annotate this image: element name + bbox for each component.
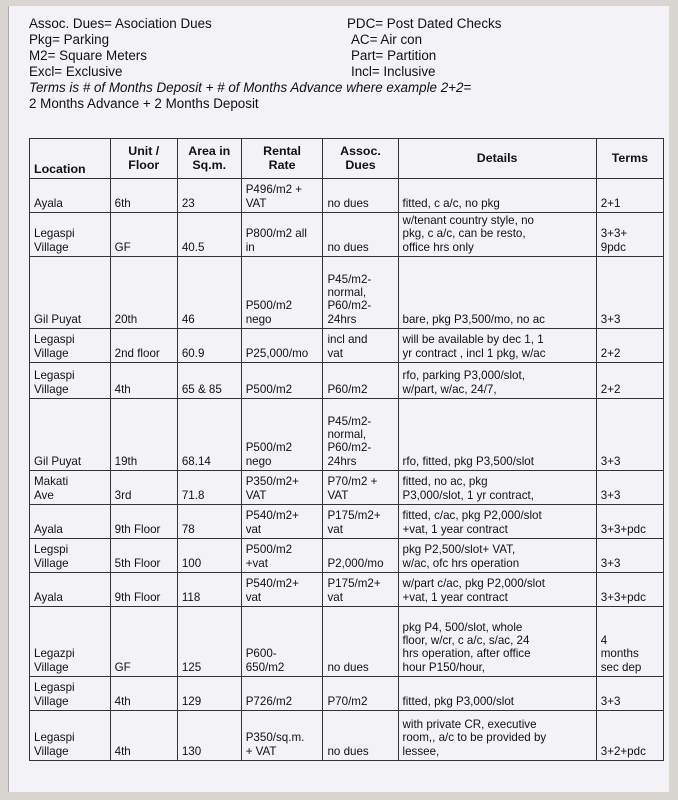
table-row — [30, 505, 664, 539]
cell-rate: P500/m2 nego — [241, 257, 323, 329]
cell-location: Gil Puyat — [30, 399, 111, 471]
cell-unit: 2nd floor — [110, 329, 177, 363]
cell-area: 71.8 — [177, 471, 241, 505]
cell-unit: 5th Floor — [110, 539, 177, 573]
table-row — [30, 539, 664, 573]
cell-location: Legaspi Village — [30, 711, 111, 761]
cell-dues: no dues — [323, 213, 398, 257]
terms-note: Terms is # of Months Deposit + # of Months Advance where example 2+2= — [29, 80, 472, 95]
table-row — [30, 711, 664, 761]
cell-area: 40.5 — [177, 213, 241, 257]
cell-details: w/part c/ac, pkg P2,000/slot +vat, 1 year contract — [398, 573, 596, 607]
cell-rate: P350/sq.m. + VAT — [241, 711, 323, 761]
legend — [29, 16, 669, 112]
cell-terms: 3+3 — [596, 399, 663, 471]
table-row — [30, 607, 664, 677]
cell-unit: 6th — [110, 179, 177, 213]
cell-location: Legaspi Village — [30, 329, 111, 363]
table-row — [30, 257, 664, 329]
cell-terms: 2+2 — [596, 363, 663, 399]
cell-details: fitted, c/ac, pkg P2,000/slot +vat, 1 year contract — [398, 505, 596, 539]
header-location: Location — [30, 139, 111, 179]
table-row — [30, 399, 664, 471]
cell-location: Legazpi Village — [30, 607, 111, 677]
cell-dues: P2,000/mo — [323, 539, 398, 573]
cell-unit: 4th — [110, 711, 177, 761]
cell-rate: P600- 650/m2 — [241, 607, 323, 677]
legend-right-2: AC= Air con — [351, 32, 423, 47]
cell-unit: 3rd — [110, 471, 177, 505]
legend-left-3: M2= Square Meters — [29, 48, 147, 63]
cell-unit: 19th — [110, 399, 177, 471]
cell-dues: P45/m2- normal, P60/m2- 24hrs — [323, 399, 398, 471]
header-unit: Unit / Floor — [110, 139, 177, 179]
cell-area: 129 — [177, 677, 241, 711]
table-row — [30, 363, 664, 399]
cell-location: Legspi Village — [30, 539, 111, 573]
cell-rate: P726/m2 — [241, 677, 323, 711]
header-terms: Terms — [596, 139, 663, 179]
cell-details: fitted, pkg P3,000/slot — [398, 677, 596, 711]
cell-terms: 3+3+pdc — [596, 573, 663, 607]
cell-area: 68.14 — [177, 399, 241, 471]
cell-rate: P496/m2 + VAT — [241, 179, 323, 213]
cell-unit: 4th — [110, 363, 177, 399]
table-row — [30, 677, 664, 711]
cell-area: 100 — [177, 539, 241, 573]
cell-dues: P70/m2 — [323, 677, 398, 711]
cell-location: Gil Puyat — [30, 257, 111, 329]
cell-location: Ayala — [30, 505, 111, 539]
header-area: Area in Sq.m. — [177, 139, 241, 179]
cell-details: will be available by dec 1, 1 yr contract , incl 1 pkg, w/ac — [398, 329, 596, 363]
cell-area: 46 — [177, 257, 241, 329]
header-rate: Rental Rate — [241, 139, 323, 179]
legend-right-4: Incl= Inclusive — [351, 64, 436, 79]
listings-table — [29, 138, 664, 761]
table-header-row — [30, 139, 664, 179]
cell-unit: GF — [110, 213, 177, 257]
cell-details: rfo, fitted, pkg P3,500/slot — [398, 399, 596, 471]
cell-rate: P800/m2 all in — [241, 213, 323, 257]
cell-rate: P500/m2 — [241, 363, 323, 399]
cell-details: fitted, c a/c, no pkg — [398, 179, 596, 213]
cell-terms: 2+2 — [596, 329, 663, 363]
cell-location: Legaspi Village — [30, 363, 111, 399]
header-details: Details — [398, 139, 596, 179]
cell-dues: P60/m2 — [323, 363, 398, 399]
legend-right-3: Part= Partition — [351, 48, 437, 63]
cell-details: with private CR, executive room,, a/c to be provided by lessee, — [398, 711, 596, 761]
cell-terms: 3+3 — [596, 539, 663, 573]
cell-dues: no dues — [323, 179, 398, 213]
table-row — [30, 213, 664, 257]
cell-rate: P500/m2 nego — [241, 399, 323, 471]
legend-left-4: Excl= Exclusive — [29, 64, 123, 79]
cell-location: Makati Ave — [30, 471, 111, 505]
cell-terms: 3+3 — [596, 471, 663, 505]
cell-location: Legaspi Village — [30, 213, 111, 257]
cell-rate: P540/m2+ vat — [241, 505, 323, 539]
cell-area: 125 — [177, 607, 241, 677]
table-row — [30, 573, 664, 607]
table-row — [30, 329, 664, 363]
document-page — [8, 6, 669, 792]
cell-unit: 4th — [110, 677, 177, 711]
cell-location: Legaspi Village — [30, 677, 111, 711]
cell-details: w/tenant country style, no pkg, c a/c, can be resto, office hrs only — [398, 213, 596, 257]
legend-left-2: Pkg= Parking — [29, 32, 110, 47]
cell-area: 78 — [177, 505, 241, 539]
cell-dues: P175/m2+ vat — [323, 505, 398, 539]
cell-terms: 3+3+pdc — [596, 505, 663, 539]
cell-terms: 3+3+ 9pdc — [596, 213, 663, 257]
cell-unit: 9th Floor — [110, 573, 177, 607]
cell-terms: 4 months sec dep — [596, 607, 663, 677]
cell-rate: P25,000/mo — [241, 329, 323, 363]
table-row — [30, 471, 664, 505]
cell-rate: P540/m2+ vat — [241, 573, 323, 607]
header-dues: Assoc. Dues — [323, 139, 398, 179]
cell-dues: no dues — [323, 711, 398, 761]
cell-location: Ayala — [30, 179, 111, 213]
cell-location: Ayala — [30, 573, 111, 607]
legend-right-1: PDC= Post Dated Checks — [347, 16, 502, 31]
cell-area: 23 — [177, 179, 241, 213]
cell-unit: 20th — [110, 257, 177, 329]
cell-area: 130 — [177, 711, 241, 761]
table-row — [30, 179, 664, 213]
cell-dues: P45/m2- normal, P60/m2- 24hrs — [323, 257, 398, 329]
cell-area: 65 & 85 — [177, 363, 241, 399]
cell-details: pkg P2,500/slot+ VAT, w/ac, ofc hrs operation — [398, 539, 596, 573]
cell-rate: P350/m2+ VAT — [241, 471, 323, 505]
cell-unit: 9th Floor — [110, 505, 177, 539]
cell-details: bare, pkg P3,500/mo, no ac — [398, 257, 596, 329]
cell-terms: 3+3 — [596, 677, 663, 711]
cell-area: 118 — [177, 573, 241, 607]
cell-terms: 2+1 — [596, 179, 663, 213]
cell-dues: P175/m2+ vat — [323, 573, 398, 607]
cell-rate: P500/m2 +vat — [241, 539, 323, 573]
cell-dues: incl and vat — [323, 329, 398, 363]
legend-left-1: Assoc. Dues= Asociation Dues — [29, 16, 212, 31]
cell-details: pkg P4, 500/slot, whole floor, w/cr, c a/c, s/ac, 24 hrs operation, after office hour P150/hour, — [398, 607, 596, 677]
cell-terms: 3+3 — [596, 257, 663, 329]
cell-details: rfo, parking P3,000/slot, w/part, w/ac, 24/7, — [398, 363, 596, 399]
cell-area: 60.9 — [177, 329, 241, 363]
cell-terms: 3+2+pdc — [596, 711, 663, 761]
terms-example: 2 Months Advance + 2 Months Deposit — [29, 96, 259, 111]
cell-dues: P70/m2 + VAT — [323, 471, 398, 505]
cell-details: fitted, no ac, pkg P3,000/slot, 1 yr contract, — [398, 471, 596, 505]
cell-dues: no dues — [323, 607, 398, 677]
cell-unit: GF — [110, 607, 177, 677]
